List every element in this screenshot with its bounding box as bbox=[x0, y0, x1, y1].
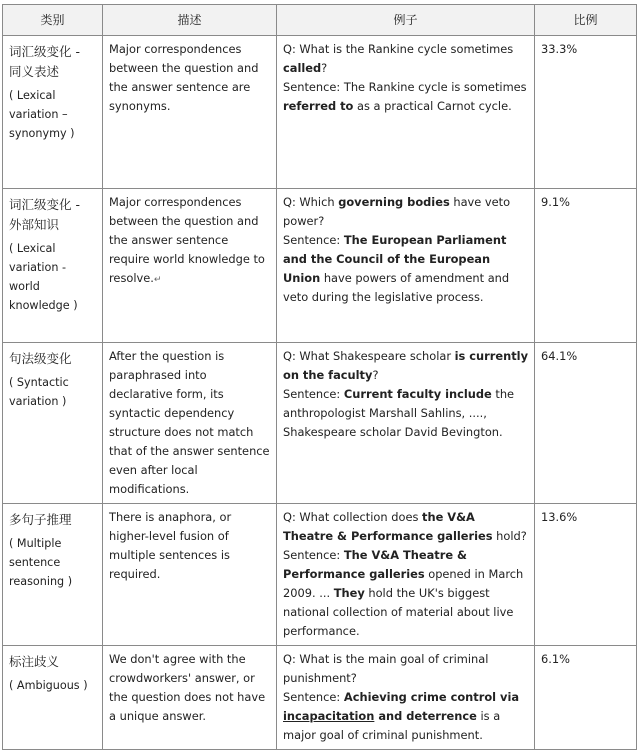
table-row bbox=[3, 646, 637, 750]
ratio-cell: 9.1% bbox=[535, 189, 637, 343]
bold-segment: called bbox=[283, 61, 322, 75]
bold-segment: incapacitation bbox=[283, 709, 375, 723]
bold-segment: Current faculty include bbox=[343, 387, 492, 401]
category-cn: 词汇级变化 - 外部知识 bbox=[9, 197, 80, 232]
example-question bbox=[283, 650, 528, 688]
description-cell: Major correspondences between the question and the answer sentence are synonyms. bbox=[103, 36, 277, 189]
example-question bbox=[283, 508, 528, 546]
category-cn: 词汇级变化 - 同义表述 bbox=[9, 44, 80, 79]
description-cell bbox=[103, 189, 277, 343]
category-cn: 多句子推理 bbox=[9, 512, 72, 527]
ratio-cell: 33.3% bbox=[535, 36, 637, 189]
category-en: ( Lexical variation - world knowledge ) bbox=[9, 242, 78, 312]
example-question bbox=[283, 347, 528, 385]
text-segment: Q: Which bbox=[283, 195, 339, 209]
description-cell: We don't agree with the crowdworkers' answer, or the question does not have a unique answer. bbox=[103, 646, 277, 750]
text-segment: Q: What is the Rankine cycle sometimes bbox=[283, 42, 514, 56]
bold-segment: and deterrence bbox=[374, 709, 477, 723]
category-cell bbox=[3, 504, 103, 646]
text-segment: Q: What collection does bbox=[283, 510, 423, 524]
text-segment: hold the UK's biggest national collection of material about live performance. bbox=[283, 586, 514, 638]
table-row bbox=[3, 189, 637, 343]
text-segment: Sentence: bbox=[283, 387, 344, 401]
text-segment: Sentence: bbox=[283, 690, 344, 704]
text-segment: Sentence: The Rankine cycle is sometimes bbox=[283, 80, 527, 94]
category-cell bbox=[3, 189, 103, 343]
category-cell bbox=[3, 36, 103, 189]
comparison-table bbox=[2, 4, 637, 750]
bold-segment: the V&A Theatre & Performance galleries bbox=[283, 510, 493, 543]
example-question bbox=[283, 40, 528, 78]
text-segment: have veto power? bbox=[283, 195, 511, 228]
ratio-cell: 64.1% bbox=[535, 343, 637, 504]
category-cell bbox=[3, 343, 103, 504]
category-cn: 句法级变化 bbox=[9, 351, 72, 366]
description-cell: After the question is paraphrased into declarative form, its syntactic dependency structure does not match that of the answer sentence even after local modifications. bbox=[103, 343, 277, 504]
category-en: ( Multiple sentence reasoning ) bbox=[9, 537, 73, 588]
table-row bbox=[3, 343, 637, 504]
text-segment: Q: What is the main goal of criminal punishment? bbox=[283, 652, 489, 685]
example-question bbox=[283, 193, 528, 231]
bold-segment: They bbox=[333, 586, 365, 600]
ratio-cell: 13.6% bbox=[535, 504, 637, 646]
header-description: 描述 bbox=[103, 5, 277, 36]
example-cell bbox=[277, 504, 535, 646]
text-segment: have powers of amendment and veto during the legislative process. bbox=[283, 271, 510, 304]
description-cell: There is anaphora, or higher-level fusion of multiple sentences is required. bbox=[103, 504, 277, 646]
return-mark: ↵ bbox=[153, 275, 162, 285]
text-segment: as a practical Carnot cycle. bbox=[353, 99, 512, 113]
bold-segment: governing bodies bbox=[338, 195, 450, 209]
header-row bbox=[3, 5, 637, 36]
bold-segment: referred to bbox=[283, 99, 354, 113]
example-sentence bbox=[283, 688, 528, 745]
example-sentence bbox=[283, 78, 528, 116]
text-segment: is a major goal of criminal punishment. bbox=[283, 709, 501, 742]
ratio-cell: 6.1% bbox=[535, 646, 637, 750]
example-sentence bbox=[283, 385, 528, 442]
header-category: 类别 bbox=[3, 5, 103, 36]
text-segment: opened in March 2009. ... bbox=[283, 567, 524, 600]
table-row bbox=[3, 504, 637, 646]
example-cell bbox=[277, 189, 535, 343]
text-segment: ? bbox=[321, 61, 328, 75]
example-cell bbox=[277, 646, 535, 750]
text-segment: Q: What Shakespeare scholar bbox=[283, 349, 455, 363]
bold-segment: The V&A Theatre & Performance galleries bbox=[283, 548, 467, 581]
example-sentence bbox=[283, 546, 528, 641]
category-cell bbox=[3, 646, 103, 750]
bold-segment: Achieving crime control via bbox=[343, 690, 520, 704]
bold-segment: The European Parliament and the Council of the European Union bbox=[283, 233, 507, 285]
example-sentence bbox=[283, 231, 528, 307]
example-cell bbox=[277, 343, 535, 504]
header-ratio: 比例 bbox=[535, 5, 637, 36]
category-en: ( Ambiguous ) bbox=[9, 679, 88, 692]
text-segment: ? bbox=[372, 368, 379, 382]
text-segment: the anthropologist Marshall Sahlins, ...., Shakespeare scholar David Bevington. bbox=[283, 387, 515, 439]
example-cell bbox=[277, 36, 535, 189]
category-en: ( Lexical variation – synonymy ) bbox=[9, 89, 75, 140]
description-text: Major correspondences between the question and the answer sentence require world knowledge to resolve. bbox=[109, 195, 265, 285]
header-example: 例子 bbox=[277, 5, 535, 36]
category-cn: 标注歧义 bbox=[9, 654, 60, 669]
text-segment: Sentence: bbox=[283, 548, 344, 562]
category-en: ( Syntactic variation ) bbox=[9, 376, 69, 408]
text-segment: hold? bbox=[492, 529, 527, 543]
table-row bbox=[3, 36, 637, 189]
bold-segment: is currently on the faculty bbox=[283, 349, 529, 382]
text-segment: Sentence: bbox=[283, 233, 344, 247]
